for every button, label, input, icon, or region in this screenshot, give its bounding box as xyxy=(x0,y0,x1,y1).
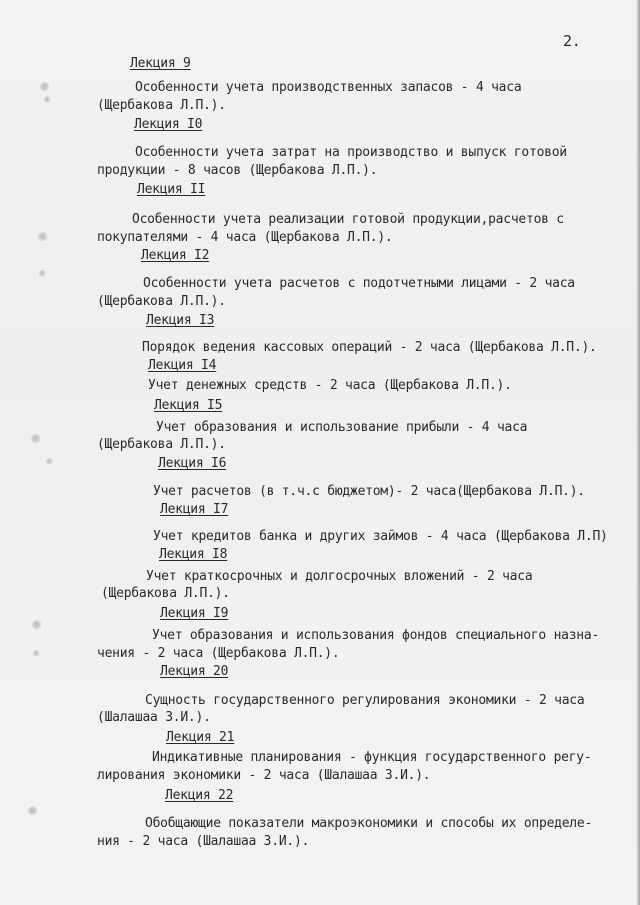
lecture-text: Учет образования и использование прибыли - 4 часа xyxy=(156,420,528,435)
lecture-heading: Лекция I9 xyxy=(160,606,229,621)
lecture-heading: Лекция I5 xyxy=(154,398,223,413)
lecture-heading: Лекция I0 xyxy=(134,117,203,132)
lecture-text: Учет кредитов банка и других займов - 4 часа (Щербакова Л.П) xyxy=(153,529,608,544)
punch-hole-mark xyxy=(44,96,51,103)
lecture-heading: Лекция I8 xyxy=(159,547,228,562)
page-edge-shadow xyxy=(636,0,640,905)
punch-hole-mark xyxy=(40,82,50,92)
lecture-heading: Лекция 9 xyxy=(130,56,191,71)
punch-hole-mark xyxy=(33,650,40,657)
lecture-text: (Щербакова Л.П.). xyxy=(101,586,230,601)
lecture-text: ния - 2 часа (Шалашаа З.И.). xyxy=(97,834,310,849)
lecture-text: Особенности учета расчетов с подотчетными лицами - 2 часа xyxy=(143,276,575,291)
lecture-heading: Лекция I7 xyxy=(160,502,229,517)
lecture-text: Обобщающие показатели макроэкономики и способы их определе- xyxy=(145,816,593,831)
lecture-text: Учет расчетов (в т.ч.с бюджетом)- 2 часа(Щербакова Л.П.). xyxy=(153,484,585,499)
lecture-text: Учет денежных средств - 2 часа (Щербакова Л.П.). xyxy=(148,378,512,393)
lecture-text: (Щербакова Л.П.). xyxy=(97,437,226,452)
lecture-heading: Лекция II xyxy=(137,182,206,197)
lecture-text: (Щербакова Л.П.). xyxy=(97,98,226,113)
lecture-heading: Лекция 20 xyxy=(160,664,229,679)
punch-hole-mark xyxy=(28,806,38,816)
lecture-heading: Лекция I2 xyxy=(141,248,210,263)
lecture-text: (Шалашаа З.И.). xyxy=(97,710,211,725)
lecture-text: чения - 2 часа (Щербакова Л.П.). xyxy=(97,646,340,661)
lecture-text: Учет краткосрочных и долгосрочных вложений - 2 часа xyxy=(146,569,533,584)
punch-hole-mark xyxy=(32,620,42,630)
lecture-heading: Лекция 21 xyxy=(166,730,235,745)
punch-hole-mark xyxy=(39,270,46,277)
lecture-heading: Лекция I3 xyxy=(146,313,215,328)
lecture-text: Особенности учета затрат на производство и выпуск готовой xyxy=(135,145,567,160)
lecture-heading: Лекция I4 xyxy=(148,358,217,373)
lecture-text: лирования экономики - 2 часа (Шалашаа З.И.). xyxy=(97,768,431,783)
lecture-heading: Лекция 22 xyxy=(165,788,234,803)
punch-hole-mark xyxy=(46,458,53,465)
lecture-text: Особенности учета производственных запасов - 4 часа xyxy=(135,80,522,95)
lecture-text: Особенности учета реализации готовой продукции,расчетов с xyxy=(132,212,564,227)
lecture-text: покупателями - 4 часа (Щербакова Л.П.). xyxy=(97,230,393,245)
page-number: 2. xyxy=(563,32,581,50)
lecture-text: Порядок ведения кассовых операций - 2 часа (Щербакова Л.П.). xyxy=(142,340,597,355)
lecture-text: Индикативные планирования - функция государственного регу- xyxy=(152,750,592,765)
lecture-text: Учет образования и использования фондов специального назна- xyxy=(152,628,600,643)
lecture-text: продукции - 8 часов (Щербакова Л.П.). xyxy=(97,163,378,178)
lecture-text: (Щербакова Л.П.). xyxy=(97,294,226,309)
lecture-heading: Лекция I6 xyxy=(158,456,227,471)
punch-hole-mark xyxy=(31,434,41,444)
punch-hole-mark xyxy=(38,232,48,242)
lecture-text: Сущность государственного регулирования экономики - 2 часа xyxy=(145,693,585,708)
